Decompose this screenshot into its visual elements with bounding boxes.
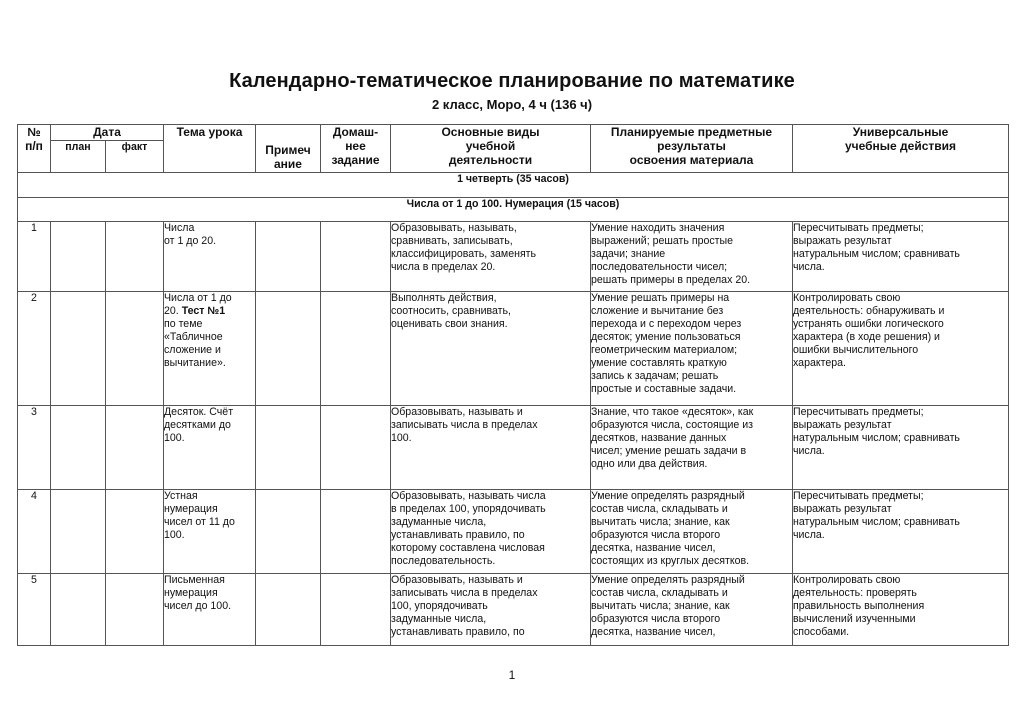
document-subtitle: 2 класс, Моро, 4 ч (136 ч): [431, 97, 593, 112]
header-homework: Домаш- нее задание: [321, 125, 391, 173]
row-number: 1: [18, 222, 51, 292]
row-results: Знание, что такое «десяток», как образуются числа, состоящие из десятков, название данных чисел; умение решать задачи в одно или два действия.: [591, 406, 793, 490]
row-activities: Образовывать, называть числа в пределах 100, упорядочивать задуманные числа, устанавливать правило, по которому составлена числовая последовательность.: [391, 490, 591, 574]
test-label: Тест №1: [181, 305, 226, 317]
row-note: [256, 574, 321, 646]
row-results: Умение решать примеры на сложение и вычитание без перехода и с переходом через десяток; умение пользоваться геометрическим материалом; умение составлять краткую запись к задачам; решать простые и составные задачи.: [591, 292, 793, 406]
section-unit-row: [18, 198, 1009, 222]
row-note: [256, 222, 321, 292]
row-note: [256, 406, 321, 490]
header-row-1: [18, 125, 1009, 141]
header-results: Планируемые предметные результаты освоения материала: [591, 125, 793, 173]
row-uud: Контролировать свою деятельность: обнаруживать и устранять ошибки логического характера (в ходе решения) и ошибки вычислительного характера.: [793, 292, 1009, 406]
row-uud: Пересчитывать предметы; выражать результат натуральным числом; сравнивать числа.: [793, 406, 1009, 490]
row-results: Умение определять разрядный состав числа, складывать и вычитать числа; знание, как образуются числа второго десятка, название чисел,: [591, 574, 793, 646]
row-plan-date: [51, 222, 106, 292]
header-plan: план: [51, 141, 106, 173]
row-note: [256, 292, 321, 406]
row-homework: [321, 292, 391, 406]
header-topic: Тема урока: [164, 125, 256, 173]
row-uud: Пересчитывать предметы; выражать результат натуральным числом; сравнивать числа.: [793, 490, 1009, 574]
row-note: [256, 490, 321, 574]
header-uud: Универсальные учебные действия: [793, 125, 1009, 173]
row-fact-date: [106, 292, 164, 406]
table-row: [18, 292, 1009, 406]
section-unit: Числа от 1 до 100. Нумерация (15 часов): [18, 198, 1009, 222]
row-uud: Пересчитывать предметы; выражать результат натуральным числом; сравнивать числа.: [793, 222, 1009, 292]
row-topic: Письменная нумерация чисел до 100.: [164, 574, 256, 646]
header-num: № п/п: [18, 125, 51, 173]
row-topic: Десяток. Счёт десятками до 100.: [164, 406, 256, 490]
section-quarter-row: [18, 173, 1009, 198]
row-homework: [321, 406, 391, 490]
row-activities: Выполнять действия, соотносить, сравнивать, оценивать свои знания.: [391, 292, 591, 406]
row-topic: Устная нумерация чисел от 11 до 100.: [164, 490, 256, 574]
row-number: 2: [18, 292, 51, 406]
planning-table: [17, 124, 1009, 646]
row-fact-date: [106, 222, 164, 292]
header-activities: Основные виды учебной деятельности: [391, 125, 591, 173]
table-row: [18, 406, 1009, 490]
row-fact-date: [106, 574, 164, 646]
row-number: 5: [18, 574, 51, 646]
row-homework: [321, 490, 391, 574]
header-fact: факт: [106, 141, 164, 173]
row-activities: Образовывать, называть, сравнивать, записывать, классифицировать, заменять числа в пределах 20.: [391, 222, 591, 292]
section-quarter: 1 четверть (35 часов): [18, 173, 1009, 198]
row-activities: Образовывать, называть и записывать числа в пределах 100.: [391, 406, 591, 490]
table-row: [18, 490, 1009, 574]
row-homework: [321, 574, 391, 646]
document-title: Календарно-тематическое планирование по математике: [229, 70, 795, 92]
row-number: 4: [18, 490, 51, 574]
row-fact-date: [106, 490, 164, 574]
page-number: 1: [508, 668, 516, 682]
header-date: Дата: [51, 125, 164, 141]
row-uud: Контролировать свою деятельность: проверять правильность выполнения вычислений изученными способами.: [793, 574, 1009, 646]
header-note: Примеч ание: [256, 125, 321, 173]
row-topic: Числа от 1 до 20. Тест №1 по теме «Табличное сложение и вычитание».: [164, 292, 256, 406]
row-activities: Образовывать, называть и записывать числа в пределах 100, упорядочивать задуманные числа, устанавливать правило, по: [391, 574, 591, 646]
row-plan-date: [51, 574, 106, 646]
row-fact-date: [106, 406, 164, 490]
row-number: 3: [18, 406, 51, 490]
row-topic: Числа от 1 до 20.: [164, 222, 256, 292]
row-results: Умение находить значения выражений; решать простые задачи; знание последовательности чисел; решать примеры в пределах 20.: [591, 222, 793, 292]
row-results: Умение определять разрядный состав числа, складывать и вычитать числа; знание, как образуются числа второго десятка, название чисел, состоящих из круглых десятков.: [591, 490, 793, 574]
row-plan-date: [51, 490, 106, 574]
row-homework: [321, 222, 391, 292]
table-row: [18, 574, 1009, 646]
row-plan-date: [51, 406, 106, 490]
table-row: [18, 222, 1009, 292]
row-plan-date: [51, 292, 106, 406]
